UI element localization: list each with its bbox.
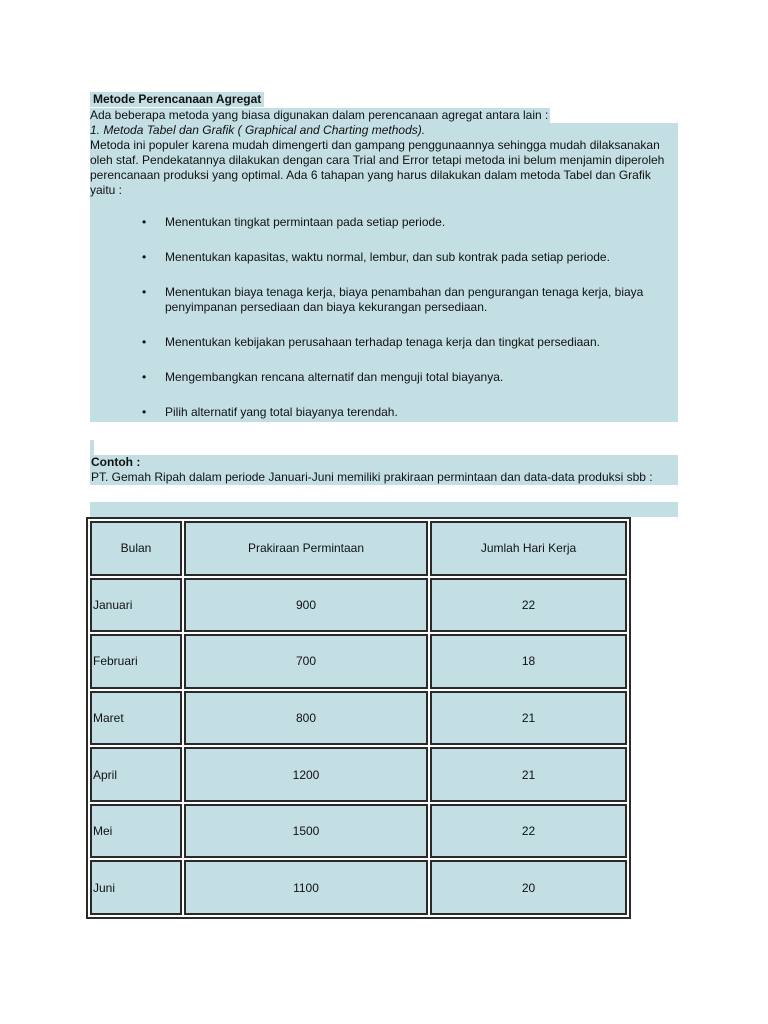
list-item: • Menentukan biaya tenaga kerja, biaya penambahan dan pengurangan tenaga kerja, biaya penyimpanan persediaan dan biaya kekurangan persediaan. — [90, 285, 678, 315]
demand-cell: 1100 — [184, 860, 428, 915]
workdays-cell: 18 — [430, 634, 627, 689]
demand-cell: 1200 — [184, 747, 428, 802]
month-cell: Maret — [90, 691, 182, 746]
column-header: Prakiraan Permintaan — [184, 521, 428, 576]
month-cell: Februari — [90, 634, 182, 689]
table-header-row — [90, 521, 627, 576]
demand-cell: 800 — [184, 691, 428, 746]
table-row — [90, 578, 627, 633]
table-row — [90, 691, 627, 746]
column-header: Jumlah Hari Kerja — [430, 521, 627, 576]
workdays-cell: 21 — [430, 691, 627, 746]
example-label: Contoh : — [91, 455, 141, 469]
demand-cell: 900 — [184, 578, 428, 633]
workdays-cell: 22 — [430, 578, 627, 633]
list-item: • Mengembangkan rencana alternatif dan menguji total biayanya. — [90, 370, 678, 385]
table-row — [90, 860, 627, 915]
list-item: • Pilih alternatif yang total biayanya terendah. — [90, 405, 678, 420]
method-title: 1. Metoda Tabel dan Grafik ( Graphical and Charting methods). — [90, 123, 426, 137]
table-row — [90, 634, 627, 689]
table-row — [90, 804, 627, 859]
divider — [90, 440, 94, 456]
intro-text: Ada beberapa metoda yang biasa digunakan dalam perencanaan agregat antara lain : — [90, 108, 549, 122]
example-section — [90, 455, 678, 485]
workdays-cell: 21 — [430, 747, 627, 802]
month-cell: Januari — [90, 578, 182, 633]
demand-cell: 700 — [184, 634, 428, 689]
demand-cell: 1500 — [184, 804, 428, 859]
list-item: • Menentukan tingkat permintaan pada setiap periode. — [90, 215, 678, 230]
method-section — [90, 123, 678, 422]
workdays-cell: 22 — [430, 804, 627, 859]
month-cell: Mei — [90, 804, 182, 859]
demand-table — [86, 517, 631, 919]
table-row — [90, 747, 627, 802]
method-description: Metoda ini populer karena mudah dimengerti dan gampang penggunaannya sehingga mudah dilaksanakan oleh staf. Pendekatannya dilakukan dengan cara Trial and Error tetapi metoda ini belum menjamin diperoleh perencanaan produksi yang optimal. Ada 6 tahapan yang harus dilakukan dalam metoda Tabel dan Grafik yaitu : — [90, 138, 665, 197]
divider — [90, 502, 678, 517]
workdays-cell: 20 — [430, 860, 627, 915]
steps-list — [90, 215, 678, 440]
page-title: Metode Perencanaan Agregat — [90, 92, 264, 107]
column-header: Bulan — [90, 521, 182, 576]
month-cell: Juni — [90, 860, 182, 915]
month-cell: April — [90, 747, 182, 802]
list-item: • Menentukan kapasitas, waktu normal, lembur, dan sub kontrak pada setiap periode. — [90, 250, 678, 265]
example-text: PT. Gemah Ripah dalam periode Januari-Juni memiliki prakiraan permintaan dan data-data produksi sbb : — [91, 470, 653, 484]
list-item: • Menentukan kebijakan perusahaan terhadap tenaga kerja dan tingkat persediaan. — [90, 335, 678, 350]
